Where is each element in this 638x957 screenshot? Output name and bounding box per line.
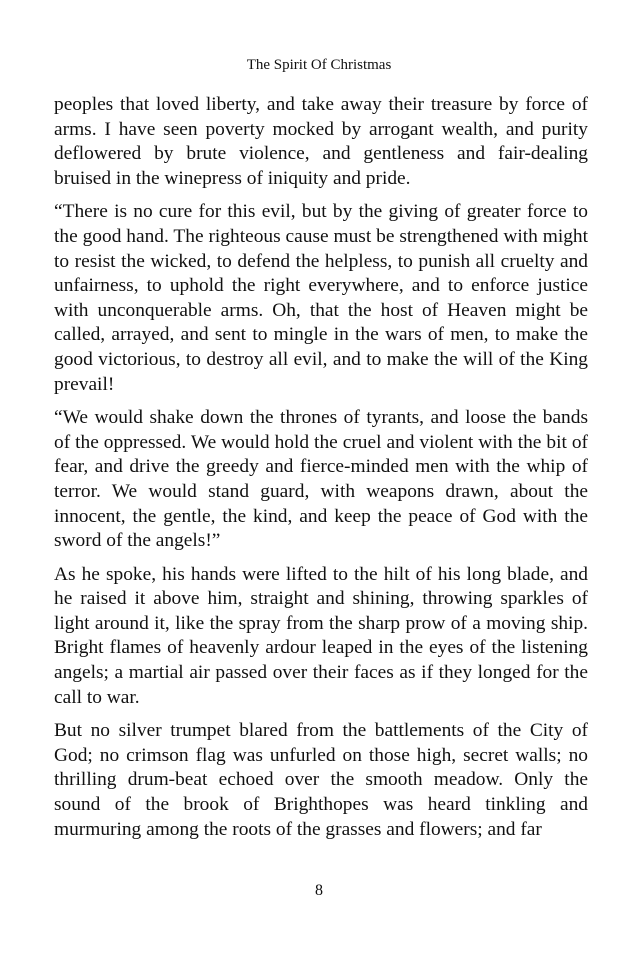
body-text [54,93,588,851]
running-header-title: The Spirit Of Christmas [246,57,392,73]
paragraph-3: “We would shake down the thrones of tyrants, and loose the bands of the oppressed. We would hold the cruel and violent with the bit of fear, and drive the greedy and fierce-minded men with the whip of terror. We would stand guard, with weapons drawn, about the innocent, the gentle, the kind, and keep the peace of God with the sword of the angels!” [54,407,588,552]
paragraph-4: As he spoke, his hands were lifted to the hilt of his long blade, and he raised it above him, straight and shining, throwing sparkles of light around it, like the spray from the sharp prow of a moving ship. Bright flames of heavenly ardour leaped in the eyes of the listening angels; a martial air passed over their faces as if they longed for the call to war. [54,563,588,708]
page-number: 8 [315,882,323,899]
paragraph-5: But no silver trumpet blared from the battlements of the City of God; no crimson flag was unfurled on those high, secret walls; no thrilling drum-beat echoed over the smooth meadow. Only the sound of the brook of Brighthopes was heard tinkling and murmuring among the roots of the grasses and flowers; and far [54,720,588,840]
paragraph-2: “There is no cure for this evil, but by the giving of greater force to the good hand. The righteous cause must be strengthened with might to resist the wicked, to defend the helpless, to punish all cruelty and unfairness, to uphold the right everywhere, and to enforce justice with unconquerable arms. Oh, that the host of Heaven might be called, arrayed, and sent to mingle in the wars of men, to make the good victorious, to destroy all evil, and to make the will of the King prevail! [54,201,588,395]
paragraph-1: peoples that loved liberty, and take away their treasure by force of arms. I have seen poverty mocked by arrogant wealth, and purity deflowered by brute violence, and gentleness and fair-dealing bruised in the winepress of iniquity and pride. [54,94,588,189]
